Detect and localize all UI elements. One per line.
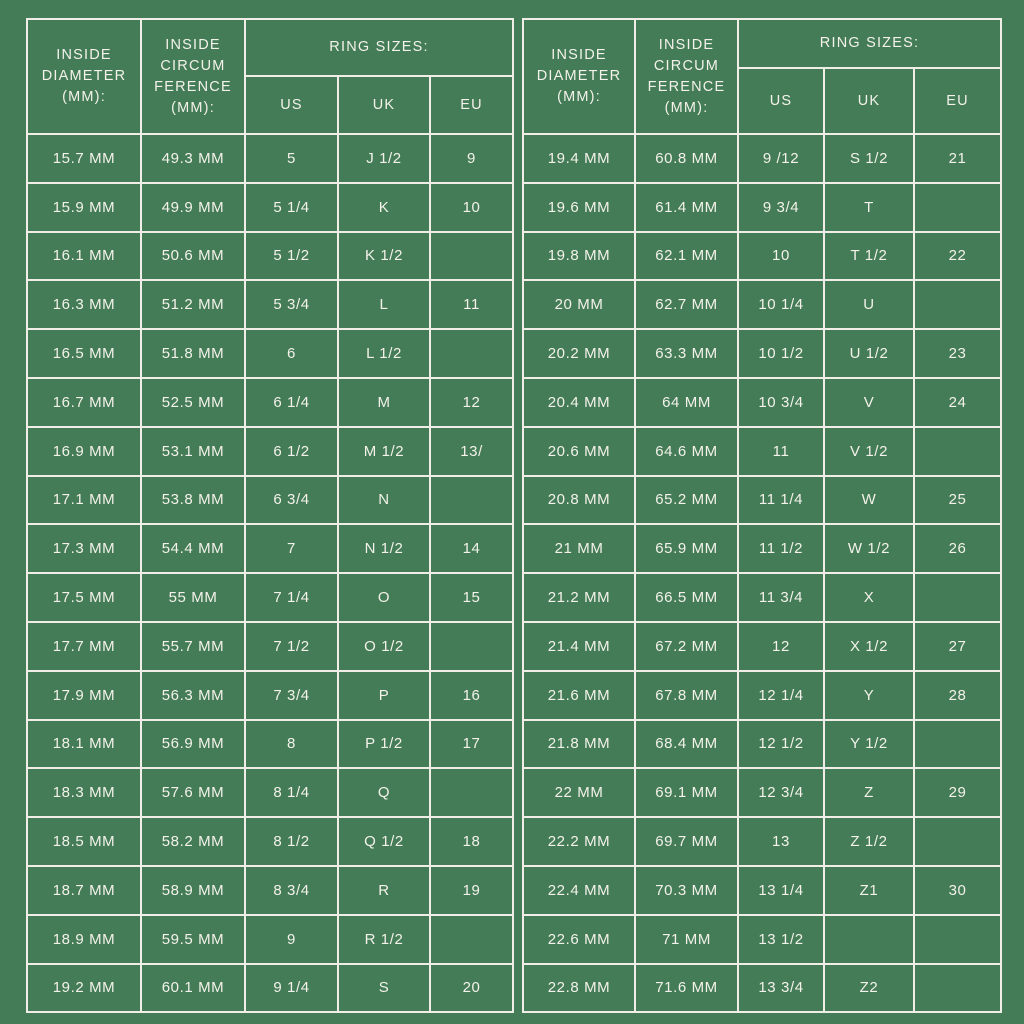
table-row [523,817,1001,866]
table-row [523,183,1001,232]
cell-inside-diameter: 22.6 MM [523,915,635,964]
cell-eu-size [914,183,1001,232]
cell-inside-circumference: 66.5 MM [635,573,738,622]
cell-inside-diameter: 17.9 MM [27,671,141,720]
cell-uk-size: Z 1/2 [824,817,914,866]
cell-inside-diameter: 22.2 MM [523,817,635,866]
cell-inside-circumference: 59.5 MM [141,915,245,964]
cell-us-size: 13 1/2 [738,915,824,964]
table-row [523,964,1001,1013]
cell-uk-size: V 1/2 [824,427,914,476]
cell-uk-size: N 1/2 [338,524,430,573]
cell-uk-size: T [824,183,914,232]
cell-inside-diameter: 16.5 MM [27,329,141,378]
table-row [523,720,1001,769]
cell-eu-size [914,280,1001,329]
cell-inside-circumference: 50.6 MM [141,232,245,281]
ring-size-table-right [522,18,1002,1013]
cell-inside-circumference: 53.1 MM [141,427,245,476]
cell-uk-size: N [338,476,430,525]
cell-inside-diameter: 21.6 MM [523,671,635,720]
cell-inside-diameter: 19.8 MM [523,232,635,281]
header-ring-sizes: RING SIZES: [245,19,513,76]
cell-eu-size: 27 [914,622,1001,671]
cell-uk-size: O [338,573,430,622]
cell-us-size: 7 3/4 [245,671,338,720]
table-body-right [523,134,1001,1012]
header-eu: EU [914,68,1001,134]
cell-uk-size: Z [824,768,914,817]
cell-inside-circumference: 52.5 MM [141,378,245,427]
cell-us-size: 12 3/4 [738,768,824,817]
cell-us-size: 12 1/2 [738,720,824,769]
cell-us-size: 10 3/4 [738,378,824,427]
cell-uk-size: X 1/2 [824,622,914,671]
cell-us-size: 11 1/4 [738,476,824,525]
cell-us-size: 11 [738,427,824,476]
cell-uk-size: Y [824,671,914,720]
table-row [27,866,513,915]
cell-uk-size: S 1/2 [824,134,914,183]
table-row [27,183,513,232]
cell-uk-size: P [338,671,430,720]
cell-us-size: 9 3/4 [738,183,824,232]
cell-inside-circumference: 70.3 MM [635,866,738,915]
cell-inside-diameter: 17.5 MM [27,573,141,622]
cell-us-size: 8 3/4 [245,866,338,915]
cell-inside-circumference: 61.4 MM [635,183,738,232]
cell-eu-size: 30 [914,866,1001,915]
cell-eu-size: 13/ [430,427,513,476]
cell-inside-diameter: 17.3 MM [27,524,141,573]
cell-us-size: 6 [245,329,338,378]
cell-inside-diameter: 17.7 MM [27,622,141,671]
cell-uk-size: J 1/2 [338,134,430,183]
cell-eu-size: 17 [430,720,513,769]
table-row [27,427,513,476]
table-row [27,476,513,525]
table-row [523,915,1001,964]
cell-us-size: 8 [245,720,338,769]
table-row [27,134,513,183]
cell-uk-size: M [338,378,430,427]
cell-inside-circumference: 69.1 MM [635,768,738,817]
cell-us-size: 6 1/2 [245,427,338,476]
cell-uk-size: R 1/2 [338,915,430,964]
cell-inside-circumference: 58.2 MM [141,817,245,866]
cell-us-size: 7 [245,524,338,573]
cell-us-size: 9 /12 [738,134,824,183]
cell-inside-diameter: 19.6 MM [523,183,635,232]
header-uk: UK [338,76,430,134]
cell-uk-size: K 1/2 [338,232,430,281]
cell-eu-size [430,915,513,964]
table-row [27,964,513,1013]
cell-inside-diameter: 16.1 MM [27,232,141,281]
cell-inside-circumference: 67.2 MM [635,622,738,671]
cell-inside-circumference: 64.6 MM [635,427,738,476]
cell-inside-diameter: 21.4 MM [523,622,635,671]
cell-us-size: 5 1/2 [245,232,338,281]
cell-us-size: 13 1/4 [738,866,824,915]
header-inside-diameter: INSIDE DIAMETER (MM): [523,19,635,134]
cell-eu-size: 11 [430,280,513,329]
cell-eu-size: 23 [914,329,1001,378]
cell-inside-circumference: 57.6 MM [141,768,245,817]
table-row [523,671,1001,720]
cell-us-size: 10 1/4 [738,280,824,329]
cell-inside-circumference: 55.7 MM [141,622,245,671]
cell-inside-circumference: 55 MM [141,573,245,622]
cell-inside-diameter: 20 MM [523,280,635,329]
cell-us-size: 12 1/4 [738,671,824,720]
table-row [27,280,513,329]
cell-inside-diameter: 21.8 MM [523,720,635,769]
cell-us-size: 9 [245,915,338,964]
cell-eu-size [914,964,1001,1013]
cell-inside-diameter: 18.9 MM [27,915,141,964]
cell-uk-size: U 1/2 [824,329,914,378]
cell-eu-size: 26 [914,524,1001,573]
cell-inside-circumference: 68.4 MM [635,720,738,769]
header-inside-circumference: INSIDE CIRCUM FERENCE (MM): [635,19,738,134]
cell-uk-size: Z2 [824,964,914,1013]
table-row [27,768,513,817]
cell-inside-circumference: 60.8 MM [635,134,738,183]
cell-uk-size: Y 1/2 [824,720,914,769]
table-row [523,573,1001,622]
cell-inside-diameter: 16.9 MM [27,427,141,476]
cell-us-size: 6 3/4 [245,476,338,525]
cell-eu-size: 22 [914,232,1001,281]
cell-us-size: 5 3/4 [245,280,338,329]
cell-inside-circumference: 65.2 MM [635,476,738,525]
cell-us-size: 10 1/2 [738,329,824,378]
cell-inside-circumference: 51.2 MM [141,280,245,329]
cell-inside-diameter: 22.8 MM [523,964,635,1013]
cell-us-size: 5 1/4 [245,183,338,232]
cell-uk-size: K [338,183,430,232]
cell-eu-size: 12 [430,378,513,427]
header-inside-diameter: INSIDE DIAMETER (MM): [27,19,141,134]
cell-uk-size: M 1/2 [338,427,430,476]
cell-us-size: 5 [245,134,338,183]
cell-inside-diameter: 15.9 MM [27,183,141,232]
header-ring-sizes: RING SIZES: [738,19,1001,68]
cell-inside-diameter: 20.2 MM [523,329,635,378]
cell-inside-diameter: 19.4 MM [523,134,635,183]
header-us: US [738,68,824,134]
cell-inside-circumference: 65.9 MM [635,524,738,573]
cell-inside-diameter: 16.3 MM [27,280,141,329]
table-row [523,427,1001,476]
table-row [27,378,513,427]
cell-inside-circumference: 49.9 MM [141,183,245,232]
cell-inside-diameter: 18.1 MM [27,720,141,769]
cell-inside-circumference: 60.1 MM [141,964,245,1013]
table-row [27,524,513,573]
cell-inside-diameter: 18.5 MM [27,817,141,866]
header-inside-circumference: INSIDE CIRCUM FERENCE (MM): [141,19,245,134]
cell-uk-size: Q 1/2 [338,817,430,866]
cell-us-size: 6 1/4 [245,378,338,427]
cell-eu-size: 9 [430,134,513,183]
table-row [27,329,513,378]
header-us: US [245,76,338,134]
cell-eu-size: 15 [430,573,513,622]
cell-inside-circumference: 71 MM [635,915,738,964]
cell-inside-diameter: 20.6 MM [523,427,635,476]
table-row [523,134,1001,183]
cell-eu-size: 20 [430,964,513,1013]
cell-us-size: 10 [738,232,824,281]
cell-inside-circumference: 56.9 MM [141,720,245,769]
header-eu: EU [430,76,513,134]
cell-inside-circumference: 67.8 MM [635,671,738,720]
table-row [27,622,513,671]
cell-inside-circumference: 56.3 MM [141,671,245,720]
cell-inside-diameter: 17.1 MM [27,476,141,525]
cell-us-size: 13 [738,817,824,866]
cell-inside-diameter: 22.4 MM [523,866,635,915]
cell-inside-circumference: 62.7 MM [635,280,738,329]
cell-eu-size: 10 [430,183,513,232]
cell-eu-size [430,768,513,817]
cell-inside-diameter: 21 MM [523,524,635,573]
cell-uk-size: T 1/2 [824,232,914,281]
cell-uk-size: U [824,280,914,329]
cell-us-size: 11 3/4 [738,573,824,622]
cell-inside-diameter: 19.2 MM [27,964,141,1013]
cell-eu-size [914,427,1001,476]
cell-inside-circumference: 58.9 MM [141,866,245,915]
cell-eu-size [430,622,513,671]
cell-eu-size: 18 [430,817,513,866]
cell-eu-size: 21 [914,134,1001,183]
cell-us-size: 8 1/2 [245,817,338,866]
cell-eu-size [430,476,513,525]
cell-inside-circumference: 64 MM [635,378,738,427]
cell-eu-size: 19 [430,866,513,915]
cell-uk-size: S [338,964,430,1013]
cell-us-size: 9 1/4 [245,964,338,1013]
cell-inside-diameter: 18.3 MM [27,768,141,817]
cell-inside-circumference: 63.3 MM [635,329,738,378]
table-body-left [27,134,513,1012]
cell-inside-circumference: 49.3 MM [141,134,245,183]
cell-inside-diameter: 20.8 MM [523,476,635,525]
cell-us-size: 8 1/4 [245,768,338,817]
cell-eu-size [430,329,513,378]
header-uk: UK [824,68,914,134]
cell-us-size: 13 3/4 [738,964,824,1013]
table-row [523,329,1001,378]
table-row [523,768,1001,817]
table-row [523,622,1001,671]
table-row [523,476,1001,525]
cell-uk-size: V [824,378,914,427]
cell-inside-diameter: 15.7 MM [27,134,141,183]
table-row [523,866,1001,915]
table-row [27,720,513,769]
cell-uk-size: R [338,866,430,915]
cell-inside-circumference: 53.8 MM [141,476,245,525]
cell-eu-size [914,573,1001,622]
cell-eu-size: 29 [914,768,1001,817]
cell-inside-circumference: 51.8 MM [141,329,245,378]
cell-uk-size: W 1/2 [824,524,914,573]
table-row [523,280,1001,329]
cell-us-size: 7 1/4 [245,573,338,622]
cell-eu-size [914,817,1001,866]
cell-inside-circumference: 69.7 MM [635,817,738,866]
cell-uk-size: X [824,573,914,622]
cell-uk-size [824,915,914,964]
ring-size-table-left [26,18,514,1013]
table-row [523,232,1001,281]
table-row [27,817,513,866]
cell-us-size: 12 [738,622,824,671]
cell-inside-diameter: 18.7 MM [27,866,141,915]
cell-eu-size: 16 [430,671,513,720]
cell-inside-diameter: 16.7 MM [27,378,141,427]
cell-eu-size [914,720,1001,769]
cell-uk-size: L [338,280,430,329]
cell-us-size: 7 1/2 [245,622,338,671]
table-row [523,524,1001,573]
cell-inside-diameter: 20.4 MM [523,378,635,427]
cell-us-size: 11 1/2 [738,524,824,573]
cell-uk-size: O 1/2 [338,622,430,671]
cell-inside-circumference: 54.4 MM [141,524,245,573]
cell-inside-diameter: 21.2 MM [523,573,635,622]
cell-eu-size [914,915,1001,964]
cell-uk-size: P 1/2 [338,720,430,769]
cell-eu-size [430,232,513,281]
table-row [523,378,1001,427]
cell-uk-size: Z1 [824,866,914,915]
cell-inside-circumference: 71.6 MM [635,964,738,1013]
cell-inside-diameter: 22 MM [523,768,635,817]
table-row [27,671,513,720]
cell-eu-size: 28 [914,671,1001,720]
cell-eu-size: 14 [430,524,513,573]
table-row [27,573,513,622]
table-row [27,232,513,281]
cell-eu-size: 25 [914,476,1001,525]
cell-inside-circumference: 62.1 MM [635,232,738,281]
cell-uk-size: W [824,476,914,525]
cell-uk-size: Q [338,768,430,817]
cell-uk-size: L 1/2 [338,329,430,378]
table-row [27,915,513,964]
cell-eu-size: 24 [914,378,1001,427]
